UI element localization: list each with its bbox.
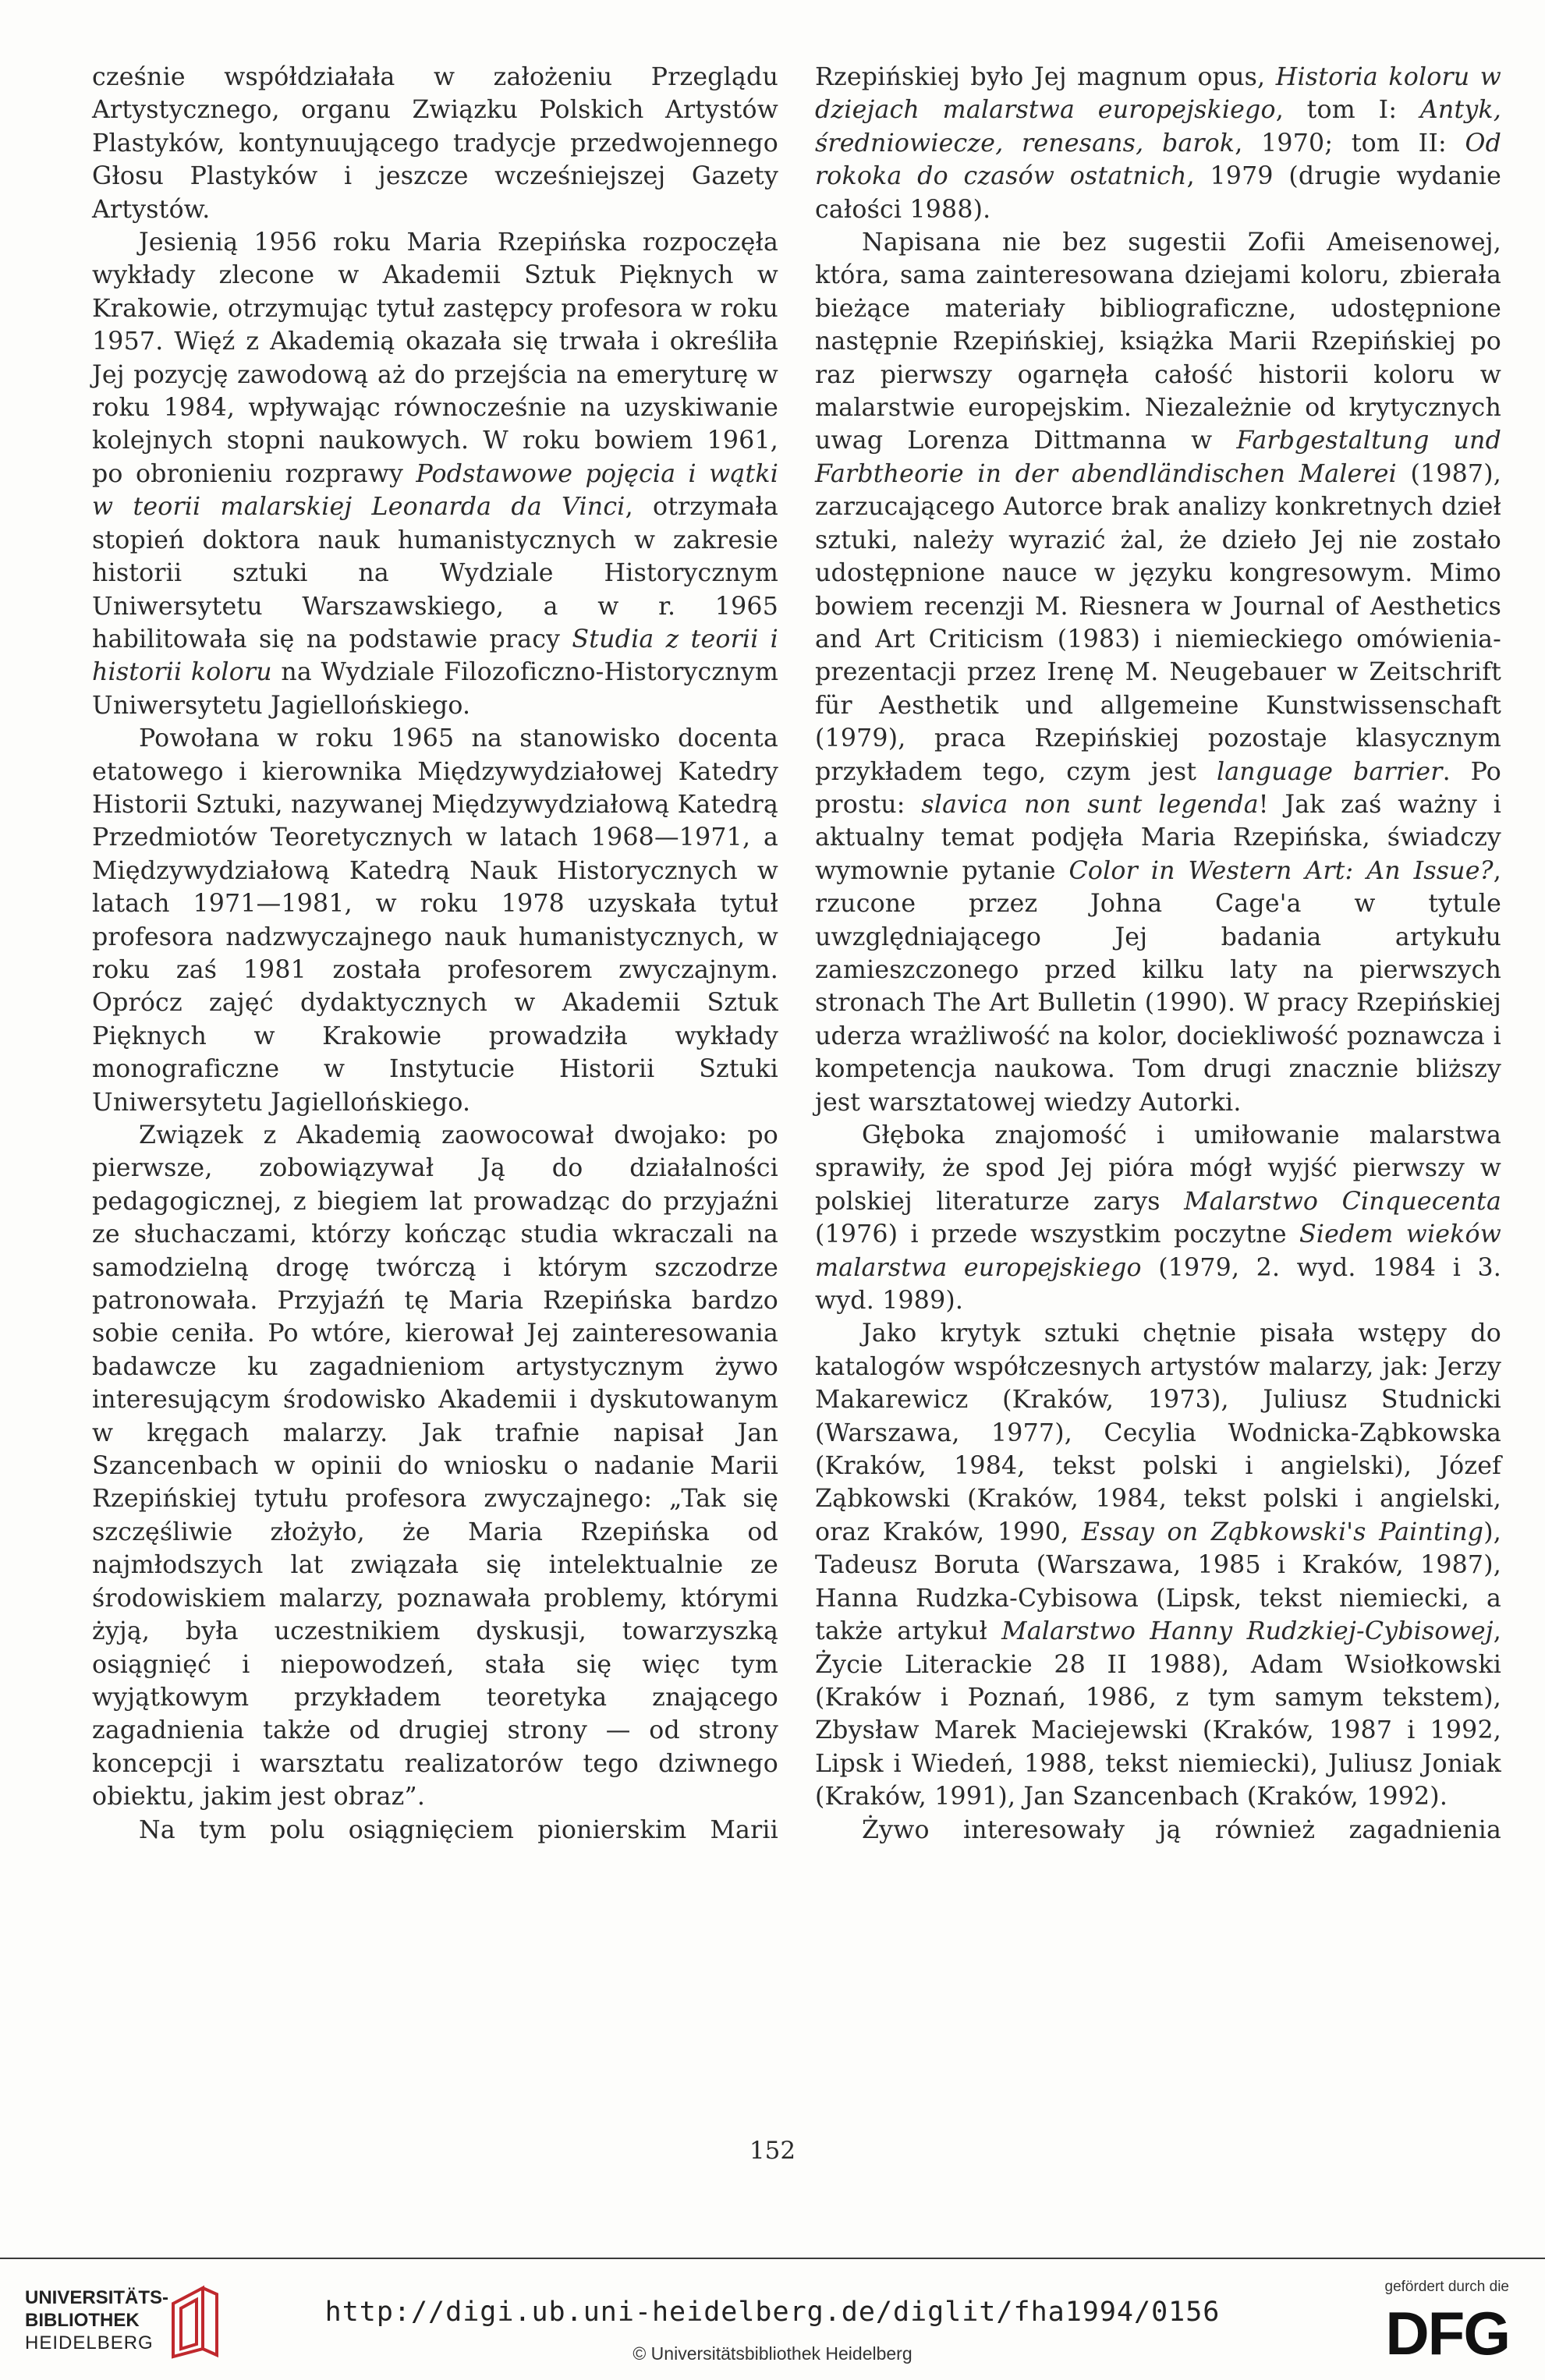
italic-title-text: Malarstwo Cinquecenta: [1184, 1187, 1501, 1216]
body-text: ! Jak zaś ważny i aktualny temat podjęła Maria Rzepińska, świadczy wymownie pytanie: [815, 790, 1501, 885]
body-text: (1976) i przede wszystkim poczytne: [815, 1220, 1299, 1249]
body-text: Na tym polu osiągnięciem pionierskim Marii: [139, 1815, 778, 1844]
copyright-notice: © Universitätsbibliothek Heidelberg: [633, 2343, 912, 2364]
italic-title-text: Malarstwo Hanny Rudzkiej-Cybisowej: [1001, 1617, 1494, 1646]
body-text: , 1970; tom II:: [1235, 129, 1465, 158]
italic-title-text: Siedem wieków malarstwa europejskiego: [815, 1220, 1501, 1282]
dfg-logo: DFG: [1385, 2299, 1509, 2368]
body-text: (1979, 2. wyd. 1984 i 3. wyd. 1989).: [815, 1253, 1502, 1316]
paragraph: [92, 1119, 778, 1814]
paragraph: [92, 61, 778, 226]
body-text: ), Tadeusz Boruta (Warszawa, 1985 i Kraków, 1987), Hanna Rudzka-Cybisowa (Lipsk, tekst niemiecki, a także artykuł: [815, 1518, 1501, 1646]
paragraph: [815, 1317, 1501, 1813]
right-text-column: [815, 61, 1501, 1847]
italic-title-text: Podstawowe pojęcia i wątki w teorii malarskiej Leonarda da Vinci: [92, 459, 778, 522]
body-text: . Po prostu:: [815, 757, 1502, 819]
italic-title-text: Essay on Ząbkowski's Painting: [1081, 1518, 1484, 1546]
funder-block[interactable]: [1353, 2279, 1509, 2372]
italic-title-text: Antyk, średniowiecze, renesans, barok: [815, 96, 1501, 158]
body-text: Jako krytyk sztuki chętnie pisała wstępy do katalogów współczesnych artystów malarzy, jak: Jerzy Makarewicz (Kraków, 1973), Juliusz Studnicki (Warszawa, 1977), Cecylia Wodnicka-Ząbkowska (Kraków, 1984, tekst polski i angielski), Józef Ząbkowski (Kraków, 1984, tekst polski i angielski, oraz Kraków, 1990,: [815, 1319, 1501, 1546]
body-text: Związek z Akademią zaowocował dwojako: po pierwsze, zobowiązywał Ją do działalności pedagogicznej, z biegiem lat prowadząc do przyjaźni ze słuchaczami, którzy kończąc studia wkraczali na samodzielną drogę twórczą i którym szczodrze patronowała. Przyjaźń tę Maria Rzepińska bardzo sobie ceniła. Po wtóre, kierował Jej zainteresowania badawcze ku zagadnieniom artystycznym żywo interesującym środowisko Akademii i dyskutowanym w kręgach malarzy. Jak trafnie napisał Jan Szancenbach w opinii do wniosku o nadanie Marii Rzepińskiej tytułu profesora zwyczajnego: „Tak się szczęśliwie złożyło, że Maria Rzepińska od najmłodszych lat związała się intelektualnie ze środowiskiem malarzy, poznawała problemy, którymi żyją, była uczestnikiem dyskusji, towarzyszką osiągnięć i niepowodzeń, stała się więc tym wyjątkowym przykładem teoretyka znającego zagadnienia także od drugiej strony — od strony koncepcji i warsztatu realizatorów tego dziwnego obiektu, jakim jest obraz”.: [92, 1121, 778, 1812]
italic-title-text: Color in Western Art: An Issue?: [1068, 856, 1494, 885]
body-text: Napisana nie bez sugestii Zofii Ameisenowej, która, sama zainteresowana dziejami koloru, zbierała bieżące materiały bibliograficzne, udostępnione następnie Rzepińskiej, książka Marii Rzepińskiej po raz pierwszy ogarnęła całość historii koloru w malarstwie europejskim. Niezależnie od krytycznych uwag Lorenza Dittmanna w: [815, 228, 1501, 455]
body-text: cześnie współdziałała w założeniu Przeglądu Artystycznego, organu Związku Polskich Artystów Plastyków, kontynuującego tradycje przedwojennego Głosu Plastyków i jeszcze wcześniejszej Gazety Artystów.: [92, 63, 778, 224]
paragraph: [92, 722, 778, 1119]
body-text: Powołana w roku 1965 na stanowisko docenta etatowego i kierownika Międzywydziałowej Katedry Historii Sztuki, nazywanej Międzywydziałową Katedrą Przedmiotów Teoretycznych w latach 1968—1971, a Międzywydziałową Katedrą Nauk Historycznych w latach 1971—1981, w roku 1978 uzyskała tytuł profesora nadzwyczajnego nauk humanistycznych, w roku zaś 1981 została profesorem zwyczajnym. Oprócz zajęć dydaktycznych w Akademii Sztuk Pięknych w Krakowie prowadziła wykłady monograficzne w Instytucie Historii Sztuki Uniwersytetu Jagiellońskiego.: [92, 724, 778, 1117]
paragraph: [815, 226, 1501, 1119]
paragraph: [92, 1814, 778, 1847]
source-url-link[interactable]: http://digi.ub.uni-heidelberg.de/diglit/fha1994/0156: [324, 2297, 1221, 2328]
body-text: , 1979 (drugie wydanie całości 1988).: [815, 162, 1501, 224]
footer-divider: [0, 2258, 1545, 2259]
body-text: Jesienią 1956 roku Maria Rzepińska rozpoczęła wykłady zlecone w Akademii Sztuk Pięknych w Krakowie, otrzymując tytuł zastępcy profesora w roku 1957. Więź z Akademią okazała się trwała i określiła Jej pozycję zawodową aż do przejścia na emeryturę w roku 1984, wpływając równocześnie na uzyskiwanie kolejnych stopni naukowych. W roku bowiem 1961, po obronieniu rozprawy: [92, 228, 778, 488]
funding-caption: gefördert durch die: [1384, 2279, 1509, 2295]
paragraph: [815, 1119, 1501, 1317]
body-text: Rzepińskiej było Jej magnum opus,: [815, 63, 1276, 91]
italic-title-text: slavica non sunt legenda: [921, 790, 1259, 819]
italic-title-text: Farbgestaltung und Farbtheorie in der abendländischen Malerei: [815, 427, 1501, 488]
body-text: , rzucone przez Johna Cage'a w tytule uwzględniającego Jej badania artykułu zamieszczonego przed kilku laty na pierwszych stronach The Art Bulletin (1990). W pracy Rzepińskiej uderza wrażliwość na kolor, dociekliwość poznawcza i kompetencja naukowa. Tom drugi znacznie bliższy jest warsztatowej wiedzy Autorki.: [815, 856, 1501, 1117]
italic-title-text: Historia koloru w dziejach malarstwa europejskiego: [815, 63, 1502, 125]
body-text: , otrzymała stopień doktora nauk humanistycznych w zakresie historii sztuki na Wydziale Historycznym Uniwersytetu Warszawskiego, a w r. 1965 habilitowała się na podstawie pracy: [92, 493, 778, 653]
library-name-line1: UNIVERSITÄTS-: [25, 2287, 169, 2308]
body-text: , Życie Literackie 28 II 1988), Adam Wsiołkowski (Kraków i Poznań, 1986, z tym samym tekstem), Zbysław Marek Maciejewski (Kraków, 1987 i 1992, Lipsk i Wiedeń, 1988, tekst niemiecki), Juliusz Joniak (Kraków, 1991), Jan Szancenbach (Kraków, 1992).: [815, 1617, 1501, 1812]
paragraph: [815, 61, 1501, 226]
library-name-line2: BIBLIOTHEK: [25, 2310, 140, 2331]
italic-title-text: Od rokoka do czasów ostatnich: [815, 129, 1502, 191]
body-text: (1987), zarzucającego Autorce brak analizy konkretnych dzieł sztuki, należy wyrazić żal, że dzieło Jej nie zostało udostępnione nauce w języku kongresowym. Mimo bowiem recenzji M. Riesnera w Journal of Aesthetics and Art Criticism (1983) i niemieckiego omówienia-prezentacji przez Irenę M. Neugebauer w Zeitschrift für Aesthetik und allgemeine Kunstwissenschaft (1979), praca Rzepińskiej pozostaje klasycznym przykładem tego, czym jest: [815, 459, 1501, 786]
paragraph: [815, 1814, 1501, 1847]
body-text: Żywo interesowały ją również zagadnienia: [862, 1815, 1501, 1844]
body-text: , tom I:: [1275, 96, 1420, 125]
italic-title-text: Studia z teorii i historii koloru: [92, 625, 778, 687]
body-text: na Wydziale Filozoficzno-Historycznym Uniwersytetu Jagiellońskiego.: [92, 658, 778, 720]
library-name-line3: HEIDELBERG: [25, 2332, 154, 2353]
left-text-column: [92, 61, 778, 1847]
paragraph: [92, 226, 778, 722]
italic-title-text: language barrier: [1216, 757, 1443, 786]
page-number: 152: [749, 2137, 796, 2165]
body-text: Głęboka znajomość i umiłowanie malarstwa sprawiły, że spod Jej pióra mógł wyjść pierwszy w polskiej literaturze zarys: [815, 1121, 1501, 1216]
